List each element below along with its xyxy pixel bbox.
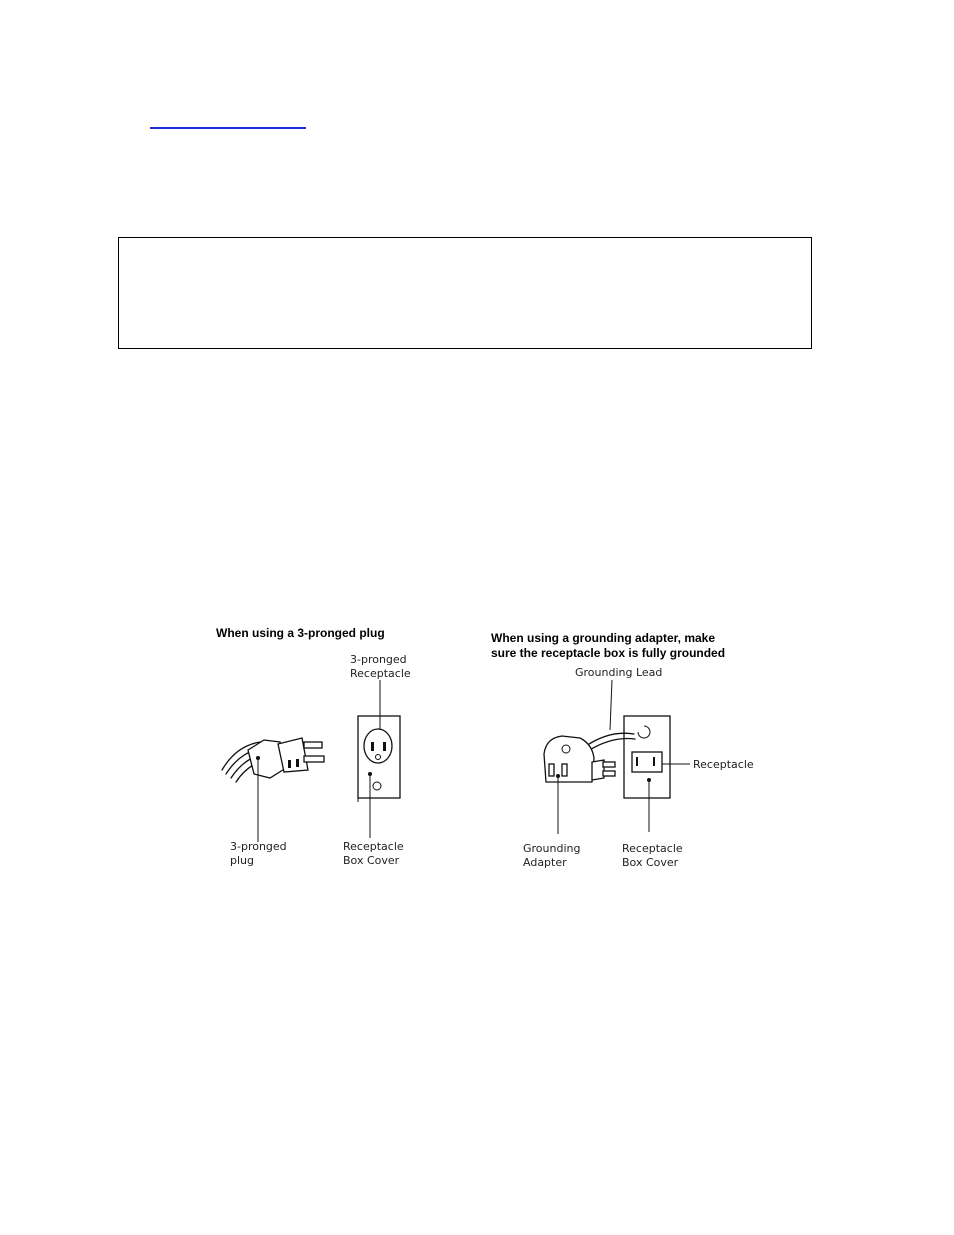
receptacle-box-cover-drawing [358,716,400,802]
label-receptacle: Receptacle [693,758,754,771]
label-3-pronged-receptacle-line1: 3-pronged [350,653,407,666]
label-grounding-lead: Grounding Lead [575,666,663,679]
grounding-lead-leader-line [610,680,612,730]
label-3-pronged-receptacle-line2: Receptacle [350,667,411,680]
grounding-figure [200,612,760,887]
left-panel-title: When using a 3-pronged plug [216,626,385,640]
grounding-illustration [200,612,760,887]
label-right-cover-line2: Box Cover [622,856,679,869]
heading-link-underline [150,127,306,129]
right-panel-title-line1: When using a grounding adapter, make [491,631,716,645]
label-right-cover-line1: Receptacle [622,842,683,855]
label-3-pronged-plug-line2: plug [230,854,254,867]
label-left-cover-line1: Receptacle [343,840,404,853]
label-left-cover-line2: Box Cover [343,854,400,867]
label-grounding-adapter-line1: Grounding [523,842,581,855]
right-panel-title-line2: sure the receptacle box is fully grounded [491,646,726,660]
warning-box [118,237,812,349]
label-3-pronged-plug-line1: 3-pronged [230,840,287,853]
label-grounding-adapter-line2: Adapter [523,856,567,869]
three-pronged-plug-drawing [248,738,324,778]
grounded-receptacle-box-drawing [624,716,670,798]
